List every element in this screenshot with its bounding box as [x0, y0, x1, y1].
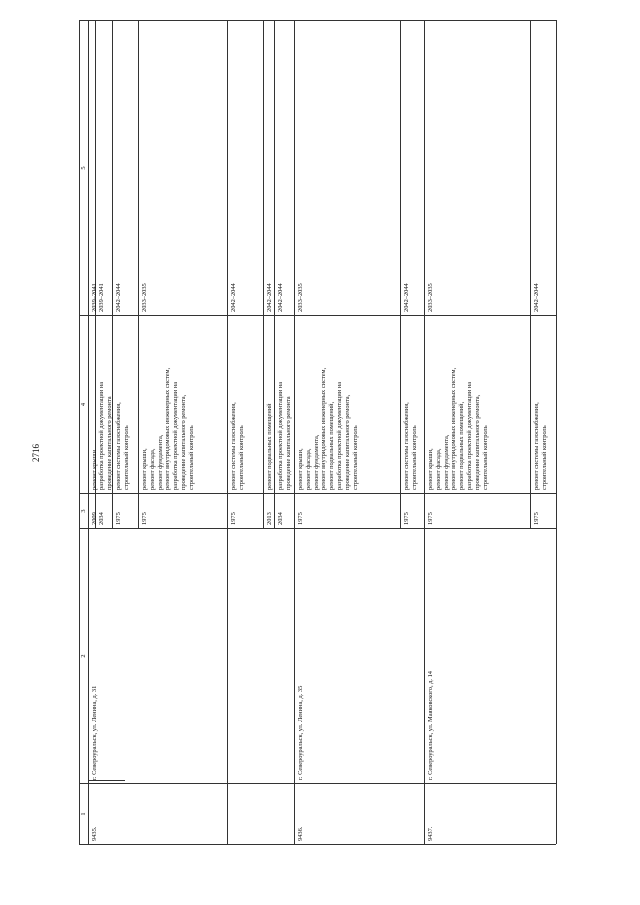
work-year: 2034: [96, 493, 113, 528]
page-number: 2716: [31, 444, 41, 462]
work-description: ремонт системы газоснабжения, строительный контроль: [228, 315, 264, 493]
work-period: 2042–2044: [401, 20, 425, 315]
capital-repair-table: [79, 20, 556, 845]
row-address: г. Североуральск, ул. Маяковского, д. 14: [425, 528, 557, 783]
work-period: 2033–2035: [295, 20, 401, 315]
header-col-1: 1: [80, 783, 89, 844]
header-col-3: 3: [80, 493, 89, 528]
work-description: ремонт подвальных помещений: [264, 315, 275, 493]
work-year: 1975: [139, 493, 228, 528]
work-year: 1975: [401, 493, 425, 528]
header-col-2: 2: [80, 528, 89, 783]
work-description: ремонт системы газоснабжения, строительный контроль: [401, 315, 425, 493]
work-description: ремонт крыши: [89, 315, 96, 493]
work-description: ремонт системы газоснабжения, строительный контроль: [531, 315, 557, 493]
work-year: 2009: [89, 493, 96, 528]
work-year: 2034: [275, 493, 295, 528]
row-address: г. Североуральск, ул. Ленина, д. 35: [295, 528, 425, 783]
work-period: 2042–2044: [264, 20, 275, 315]
work-year: 1975: [425, 493, 531, 528]
row-number-continuation: [228, 783, 295, 844]
work-period: 2042–2044: [531, 20, 557, 315]
work-description: разработка проектной документации на проведение капитального ремонта: [275, 315, 295, 493]
row-number: 9437.: [425, 783, 557, 844]
header-col-5: 5: [80, 20, 89, 315]
work-year: 1975: [228, 493, 264, 528]
work-period: 2033–2035: [425, 20, 531, 315]
row-address-continuation: [228, 528, 295, 783]
row-number: 9435.: [89, 783, 228, 844]
row-address: г. Североуральск, ул. Ленина, д. 31: [89, 528, 228, 783]
work-description: ремонт системы газоснабжения, строительный контроль: [113, 315, 139, 493]
work-period: 2039–2041: [89, 20, 96, 315]
row-number: 9436.: [295, 783, 425, 844]
work-period: 2042–2044: [228, 20, 264, 315]
work-description: разработка проектной документации на проведение капитального ремонта: [96, 315, 113, 493]
work-period: 2042–2044: [275, 20, 295, 315]
work-period: 2039–2041: [96, 20, 113, 315]
address-subcell-divider: [89, 780, 125, 783]
work-year: 1975: [113, 493, 139, 528]
work-period: 2042–2044: [113, 20, 139, 315]
work-year: 1975: [531, 493, 557, 528]
work-description: ремонт крыши, ремонт фасада, ремонт фундамента, ремонт внутридомовых инженерных систем, ремонт подвальных помещений, разработка проектной документации на проведение капитального ремонта, строительный контроль: [295, 315, 401, 493]
work-year: 1975: [295, 493, 401, 528]
header-col-4: 4: [80, 315, 89, 493]
work-period: 2033–2035: [139, 20, 228, 315]
work-description: ремонт крыши, ремонт фасада, ремонт фундамента, ремонт внутридомовых инженерных систем, ремонт подвальных помещений, разработка проектной документации на проведение капитального ремонта, строительный контроль: [425, 315, 531, 493]
work-description: ремонт крыши, ремонт фасада, ремонт фундамента, ремонт внутридомовых инженерных систем, разработка проектной документации на проведение капитального ремонта, строительный контроль: [139, 315, 228, 493]
work-year: 2013: [264, 493, 275, 528]
rotated-table-wrapper: [79, 20, 556, 845]
